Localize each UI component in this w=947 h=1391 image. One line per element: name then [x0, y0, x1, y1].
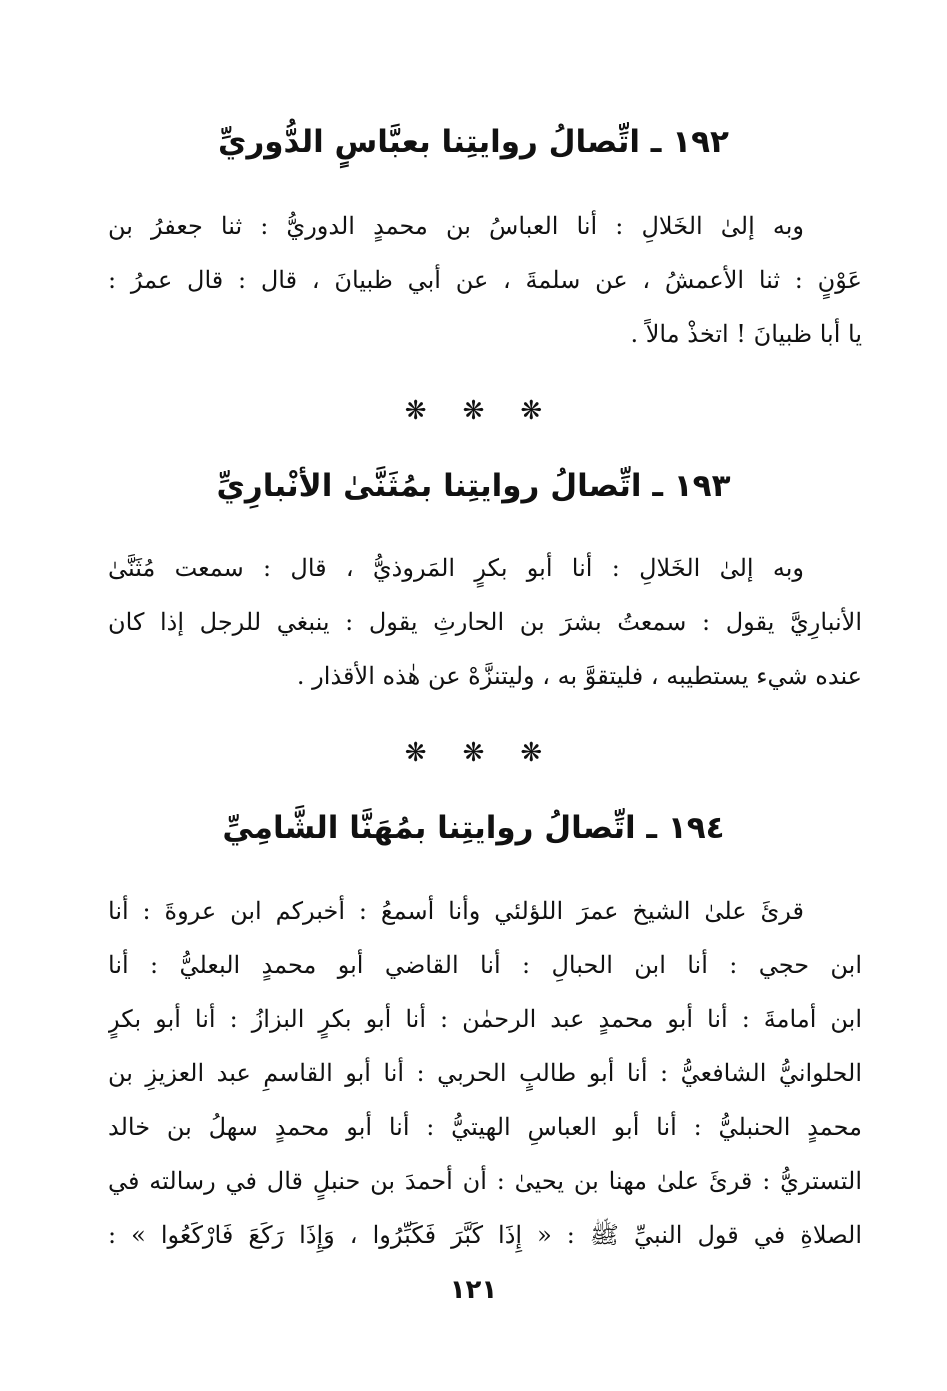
paragraph-line: الأنبارِيَّ يقول : سمعتُ بشرَ بن الحارثِ يقول : ينبغي للرجل إذا كان — [108, 608, 862, 636]
paragraph-line: ابن أمامةَ : أنا أبو محمدٍ عبد الرحمٰن : أنا أبو بكرٍ البزازُ : أنا أبو بكرٍ — [108, 1005, 862, 1033]
section-194-paragraph — [108, 884, 862, 1262]
section-separator — [0, 396, 947, 426]
section-193-heading: ١٩٣ ـ اتِّصالُ روايتِنا بمُثَنَّىٰ الأنْبارِيِّ — [216, 468, 731, 504]
asterisk-ornament: ❋ — [520, 396, 543, 426]
section-193-paragraph — [108, 541, 862, 703]
paragraph-line: ابن حجي : أنا ابن الحبالِ : أنا القاضي أبو محمدٍ البعليُّ : أنا — [108, 951, 862, 979]
page-number: ١٢١ — [449, 1275, 498, 1305]
asterisk-ornament: ❋ — [404, 738, 427, 768]
paragraph-line: الصلاةِ في قول النبيِّ ﷺ : « إِذَا كَبَّرَ فَكَبِّرُوا ، وَإِذَا رَكَعَ فَارْكَعُوا » : — [108, 1221, 862, 1249]
asterisk-ornament: ❋ — [462, 396, 485, 426]
paragraph-line: يا أبا ظبيانَ ! اتخذْ مالاً . — [630, 320, 862, 348]
section-192-heading: ١٩٢ ـ اتِّصالُ روايتِنا بعبَّاسٍ الدُّوريِّ — [218, 124, 729, 160]
paragraph-line: وبه إلىٰ الخَلالِ : أنا العباسُ بن محمدٍ الدوريُّ : ثنا جعفرُ بن — [108, 212, 804, 240]
paragraph-line: وبه إلىٰ الخَلالِ : أنا أبو بكرٍ المَروذيُّ ، قال : سمعت مُثَنَّىٰ — [108, 554, 804, 582]
section-separator — [0, 738, 947, 768]
asterisk-ornament: ❋ — [520, 738, 543, 768]
paragraph-line: عنده شيء يستطيبه ، فليتقوَّ به ، وليتنزَّهْ عن هٰذه الأقذار . — [296, 662, 862, 690]
asterisk-ornament: ❋ — [462, 738, 485, 768]
paragraph-line: التستريُّ : قرئَ علىٰ مهنا بن يحيىٰ : أن أحمدَ بن حنبلٍ قال في رسالته في — [108, 1167, 862, 1195]
paragraph-line: قرئَ علىٰ الشيخ عمرَ اللؤلئي وأنا أسمعُ : أخبركم ابن عروةَ : أنا — [108, 897, 804, 925]
section-192-paragraph — [108, 199, 862, 361]
section-194-heading: ١٩٤ ـ اتِّصالُ روايتِنا بمُهَنَّا الشَّامِيِّ — [222, 810, 725, 846]
paragraph-line: عَوْنٍ : ثنا الأعمشُ ، عن سلمةَ ، عن أبي ظبيانَ ، قال : قال عمرُ : — [108, 266, 862, 294]
paragraph-line: محمدٍ الحنبليُّ : أنا أبو العباسِ الهيتيُّ : أنا أبو محمدٍ سهلُ بن خالد — [108, 1113, 862, 1141]
paragraph-line: الحلوانيُّ الشافعيُّ : أنا أبو طالبٍ الحربي : أنا أبو القاسمِ عبد العزيزِ بن — [108, 1059, 862, 1087]
asterisk-ornament: ❋ — [404, 396, 427, 426]
